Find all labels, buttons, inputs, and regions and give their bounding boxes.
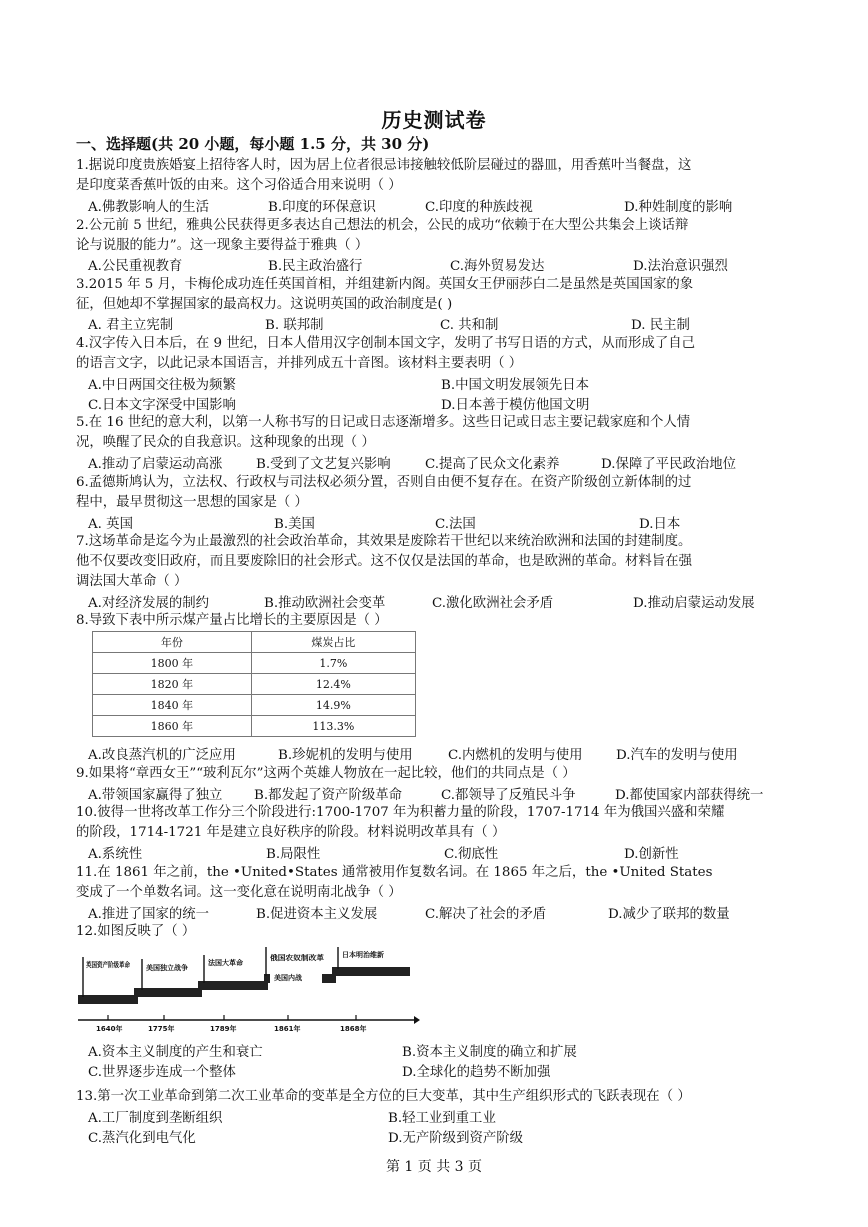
option-c[interactable]: C.内燃机的发明与使用: [448, 748, 583, 763]
option-a[interactable]: A.对经济发展的制约: [88, 596, 210, 611]
revolution-timeline-figure: [78, 945, 420, 1033]
option-b[interactable]: B.促进资本主义发展: [256, 907, 378, 922]
question-text: 3.2015 年 5 月，卡梅伦成功连任英国首相，并组建新内阁。英国女王伊丽莎白二是虽然是英国国家的象: [76, 277, 694, 292]
table-cell: 1820 年: [93, 674, 252, 695]
option-c[interactable]: C.解决了社会的矛盾: [425, 907, 547, 922]
option-c[interactable]: C.日本文字深受中国影响: [88, 398, 236, 413]
question-text: 6.孟德斯鸠认为，立法权、行政权与司法权必须分置，否则自由便不复存在。在资产阶级创立新体制的过: [76, 475, 692, 490]
coal-share-table: [92, 631, 416, 737]
timeline-year: 1868年: [340, 1025, 367, 1033]
option-d[interactable]: D.汽车的发明与使用: [616, 748, 738, 763]
option-c[interactable]: C. 共和制: [440, 318, 499, 333]
option-d[interactable]: D.无产阶级到资产阶级: [388, 1131, 524, 1146]
option-b[interactable]: B.珍妮机的发明与使用: [278, 748, 413, 763]
option-d[interactable]: D.全球化的趋势不断加强: [402, 1065, 551, 1080]
timeline-year: 1775年: [148, 1025, 175, 1033]
table-row: [93, 653, 416, 674]
option-b[interactable]: B.推动欧洲社会变革: [264, 596, 386, 611]
option-d[interactable]: D.日本: [639, 517, 681, 532]
option-a[interactable]: A.改良蒸汽机的广泛应用: [88, 748, 236, 763]
option-a[interactable]: A.推动了启蒙运动高涨: [88, 457, 223, 472]
option-c[interactable]: C.法国: [435, 517, 476, 532]
option-b[interactable]: B.轻工业到重工业: [388, 1111, 496, 1126]
option-b[interactable]: B.民主政治盛行: [268, 259, 363, 274]
option-b[interactable]: B.中国文明发展领先日本: [441, 378, 590, 393]
question-10-options: [88, 843, 798, 863]
option-d[interactable]: D.日本善于模仿他国文明: [441, 398, 590, 413]
question-text: 8.导致下表中所示煤产量占比增长的主要原因是（ ）: [76, 613, 388, 628]
question-13: [76, 1087, 796, 1107]
question-4-options-row2: [88, 394, 798, 414]
option-d[interactable]: D.创新性: [624, 847, 679, 862]
option-c[interactable]: C.彻底性: [444, 847, 499, 862]
question-text: 10.彼得一世将改革工作分三个阶段进行:1700-1707 年为积蓄力量的阶段，1707-1714 年为俄国兴盛和荣耀: [76, 805, 725, 820]
question-text: 11.在 1861 年之前，the •United•States 通常被用作复数名词。在 1865 年之后，the •United States: [76, 865, 713, 880]
option-a[interactable]: A.带领国家赢得了独立: [88, 788, 223, 803]
table-row: [93, 695, 416, 716]
timeline-year: 1861年: [274, 1025, 301, 1033]
question-text: 变成了一个单数名词。这一变化意在说明南北战争（ ）: [76, 885, 402, 900]
question-text: 12.如图反映了（ ）: [76, 924, 196, 939]
table-row: [93, 674, 416, 695]
question-12: [76, 922, 796, 942]
option-c[interactable]: C.海外贸易发达: [450, 259, 545, 274]
option-c[interactable]: C.蒸汽化到电气化: [88, 1131, 196, 1146]
option-a[interactable]: A.工厂制度到垄断组织: [88, 1111, 223, 1126]
option-c[interactable]: C.激化欧洲社会矛盾: [432, 596, 554, 611]
question-text: 程中，最早贯彻这一思想的国家是（ ）: [76, 495, 308, 510]
option-d[interactable]: D.减少了联邦的数量: [608, 907, 730, 922]
question-text: 调法国大革命（ ）: [76, 574, 188, 589]
question-text: 的阶段，1714-1721 年是建立良好秩序的阶段。材料说明改革具有（ ）: [76, 825, 506, 840]
question-text: 9.如果将“章西女王”“玻利瓦尔”这两个英雄人物放在一起比较，他们的共同点是（ ）: [76, 766, 576, 781]
timeline-label: 美国独立战争: [146, 964, 188, 972]
table-cell: 1840 年: [93, 695, 252, 716]
question-text: 2.公元前 5 世纪，雅典公民获得更多表达自己想法的机会，公民的成功“依赖于在大型公共集会上谈话辩: [76, 218, 689, 233]
timeline-staircase: [78, 967, 410, 1004]
option-b[interactable]: B.美国: [274, 517, 315, 532]
option-a[interactable]: A.公民重视教育: [88, 259, 183, 274]
timeline-label: 英国资产阶级革命: [86, 961, 142, 969]
question-9: [76, 764, 796, 784]
option-d[interactable]: D.法治意识强烈: [633, 259, 728, 274]
option-d[interactable]: D. 民主制: [631, 318, 690, 333]
timeline-label: 法国大革命: [208, 959, 243, 967]
question-6: [76, 473, 796, 513]
question-7: [76, 532, 796, 592]
timeline-year: 1789年: [210, 1025, 237, 1033]
question-5: [76, 413, 796, 453]
question-text: 的语言文字，以此记录本国语言，并排列成五十音图。该材料主要表明（ ）: [76, 356, 523, 371]
option-a[interactable]: A.佛教影响人的生活: [88, 200, 210, 215]
question-text: 5.在 16 世纪的意大利，以第一人称书写的日记或日志逐渐增多。这些日记或日志主要记载家庭和个人情: [76, 415, 691, 430]
question-3-options: [88, 314, 798, 334]
option-d[interactable]: D.都使国家内部获得统一: [615, 788, 764, 803]
option-d[interactable]: D.推动启蒙运动发展: [633, 596, 755, 611]
question-text: 13.第一次工业革命到第二次工业革命的变革是全方位的巨大变革，其中生产组织形式的飞跃表现在（ ）: [76, 1089, 691, 1104]
section-heading: 一、选择题(共 20 小题，每小题 1.5 分，共 30 分): [76, 135, 430, 153]
question-8-options: [88, 744, 798, 764]
option-c[interactable]: C.提高了民众文化素养: [425, 457, 560, 472]
question-text: 1.据说印度贵族婚宴上招待客人时，因为居上位者很忌讳接触较低阶层碰过的器皿，用香蕉叶当餐盘，这: [76, 158, 692, 173]
question-6-options: [88, 513, 798, 533]
option-c[interactable]: C.都领导了反殖民斗争: [441, 788, 576, 803]
question-2: [76, 216, 796, 256]
table-cell: 1800 年: [93, 653, 252, 674]
table-header: 煤炭占比: [251, 632, 415, 653]
option-b[interactable]: B.资本主义制度的确立和扩展: [402, 1045, 577, 1060]
option-a[interactable]: A.推进了国家的统一: [88, 907, 210, 922]
timeline-arrow: [414, 1016, 420, 1024]
question-5-options: [88, 453, 798, 473]
question-text: 4.汉字传入日本后，在 9 世纪，日本人借用汉字创制本国文字，发明了书写日语的方式，从而形成了自己: [76, 336, 695, 351]
option-b[interactable]: B.印度的环保意识: [268, 200, 376, 215]
question-12-options-row2: [88, 1061, 798, 1081]
option-d[interactable]: D.种姓制度的影响: [624, 200, 733, 215]
question-1-options: [88, 196, 798, 216]
question-11-options: [88, 903, 798, 923]
table-header-row: [93, 632, 416, 653]
option-d[interactable]: D.保障了平民政治地位: [601, 457, 737, 472]
question-4: [76, 334, 796, 374]
page-footer: 第 1 页 共 3 页: [385, 1159, 483, 1175]
table-cell: 1.7%: [251, 653, 415, 674]
table-cell: 12.4%: [251, 674, 415, 695]
question-text: 征，但她却不掌握国家的最高权力。这说明英国的政治制度是( ): [76, 297, 453, 312]
table-cell: 1860 年: [93, 716, 252, 737]
option-b[interactable]: B.都发起了资产阶级革命: [254, 788, 403, 803]
question-text: 7.这场革命是迄今为止最激烈的社会政治革命，其效果是废除若干世纪以来统治欧洲和法国的封建制度。: [76, 534, 692, 549]
question-1: [76, 156, 796, 196]
option-a[interactable]: A. 英国: [88, 517, 133, 532]
option-a[interactable]: A. 君主立宪制: [88, 318, 174, 333]
timeline-label: 美国内战: [274, 974, 302, 982]
option-b[interactable]: B. 联邦制: [265, 318, 324, 333]
table-header: 年份: [93, 632, 252, 653]
question-text: 论与说服的能力”。这一现象主要得益于雅典（ ）: [76, 238, 369, 253]
question-text: 是印度菜香蕉叶饭的由来。这个习俗适合用来说明（ ）: [76, 178, 402, 193]
option-b[interactable]: B.局限性: [266, 847, 321, 862]
question-9-options: [88, 784, 798, 804]
question-10: [76, 803, 796, 843]
option-b[interactable]: B.受到了文艺复兴影响: [256, 457, 391, 472]
timeline-year: 1640年: [96, 1025, 123, 1033]
timeline-label: 俄国农奴制改革: [270, 954, 319, 962]
timeline-label: 日本明治维新: [342, 951, 384, 959]
option-a[interactable]: A.系统性: [88, 847, 143, 862]
option-c[interactable]: C.印度的种族歧视: [425, 200, 533, 215]
option-c[interactable]: C.世界逐步连成一个整体: [88, 1065, 236, 1080]
question-13-options-row2: [88, 1127, 798, 1147]
question-11: [76, 863, 796, 903]
question-7-options: [88, 592, 798, 612]
table-cell: 14.9%: [251, 695, 415, 716]
option-a[interactable]: A.中日两国交往极为频繁: [88, 378, 236, 393]
question-2-options: [88, 255, 798, 275]
option-a[interactable]: A.资本主义制度的产生和衰亡: [88, 1045, 263, 1060]
question-text: 他不仅要改变旧政府，而且要废除旧的社会形式。这不仅仅是法国的革命，也是欧洲的革命。材料旨在强: [76, 554, 692, 569]
question-4-options-row1: [88, 374, 798, 394]
table-cell: 113.3%: [251, 716, 415, 737]
table-row: [93, 716, 416, 737]
question-text: 况，唤醒了民众的自我意识。这种现象的出现（ ）: [76, 435, 375, 450]
question-3: [76, 275, 796, 315]
page-title: 历史测试卷: [381, 108, 487, 132]
question-8: [76, 611, 796, 631]
question-12-options-row1: [88, 1041, 798, 1061]
question-13-options-row1: [88, 1107, 798, 1127]
